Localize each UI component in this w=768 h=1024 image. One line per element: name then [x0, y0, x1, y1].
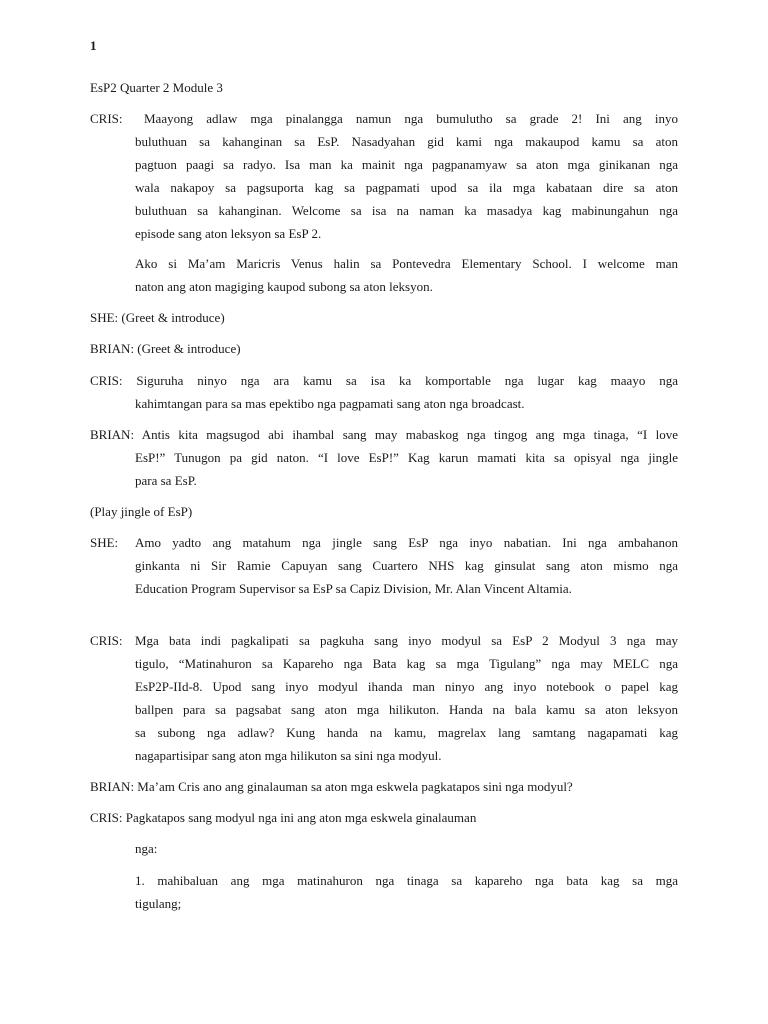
dialogue-line: tigulo, “Matinahuron sa Kapareho nga Bata kag sa mga Tigulang” nga may MELC nga: [135, 656, 678, 671]
dialogue-line: BRIAN: (Greet & introduce): [90, 341, 241, 356]
speaker-label: CRIS:: [90, 111, 123, 126]
page-number: 1: [90, 38, 97, 53]
stage-direction: (Play jingle of EsP): [90, 504, 193, 519]
dialogue-line: kahimtangan para sa mas epektibo nga pagpamati sang aton nga broadcast.: [135, 396, 525, 411]
dialogue-line: BRIAN: Ma’am Cris ano ang ginalauman sa aton mga eskwela pagkatapos sini nga modyul?: [90, 779, 573, 794]
dialogue-line: Amo yadto ang matahum nga jingle sang EsP nga inyo nabatian. Ini nga ambahanon: [135, 535, 678, 550]
dialogue-line: Ako si Ma’am Maricris Venus halin sa Pontevedra Elementary School. I welcome man: [135, 256, 678, 271]
dialogue-line: Maayong adlaw mga pinalangga namun nga bumulutho sa grade 2! Ini ang inyo: [144, 111, 678, 126]
dialogue-line: nagapartisipar sang aton mga hilikuton sa sini nga modyul.: [135, 748, 442, 763]
dialogue-line: ballpen para sa pagsabat sang aton mga hilikuton. Handa na bala kamu sa aton leksyon: [135, 702, 678, 717]
speaker-label: CRIS:: [90, 633, 123, 648]
dialogue-line: sa subong nga adlaw? Kung handa na kamu, magrelax lang samtang nagapamati kag: [135, 725, 678, 740]
document-title: EsP2 Quarter 2 Module 3: [90, 80, 223, 95]
dialogue-line: EsP!” Tunugon pa gid naton. “I love EsP!” Kag karun mamati kita sa opisyal nga jingle: [135, 450, 678, 465]
dialogue-line: EsP2P-IId-8. Upod sang inyo modyul ihanda man ninyo ang inyo notebook o papel kag: [135, 679, 678, 694]
dialogue-line: buluthuan sa kahanginan. Welcome sa isa na naman ka masadya kag mabinungahun nga: [135, 203, 678, 218]
dialogue-line: CRIS: Pagkatapos sang modyul nga ini ang aton mga eskwela ginalauman: [90, 810, 477, 825]
dialogue-line: BRIAN: Antis kita magsugod abi ihambal sang may mabaskog nga tingog ang mga tinaga, “I love: [90, 427, 678, 442]
dialogue-line: wala nakapoy sa pagsuporta kag sa pagpamati upod sa ila mga kabataan dire sa aton: [135, 180, 678, 195]
dialogue-line: pagtuon paagi sa radyo. Isa man ka mainit nga pagpanamyaw sa aton mga ginikanan nga: [135, 157, 678, 172]
dialogue-line: ginkanta ni Sir Ramie Capuyan sang Cuartero NHS kag ginsulat sang aton mismo nga: [135, 558, 678, 573]
dialogue-line: CRIS: Siguruha ninyo nga ara kamu sa isa ka komportable nga lugar kag maayo nga: [90, 373, 678, 388]
list-item: tigulang;: [135, 896, 182, 911]
dialogue-line: naton ang aton magiging kaupod subong sa aton leksyon.: [135, 279, 433, 294]
list-item: 1. mahibaluan ang mga matinahuron nga tinaga sa kapareho nga bata kag sa mga: [135, 873, 678, 888]
dialogue-line: buluthuan sa kahanginan sa EsP. Nasadyahan gid kami nga makaupod kamu sa aton: [135, 134, 678, 149]
dialogue-line: Education Program Supervisor sa EsP sa Capiz Division, Mr. Alan Vincent Altamia.: [135, 581, 572, 596]
dialogue-line: SHE: (Greet & introduce): [90, 310, 225, 325]
dialogue-line: para sa EsP.: [135, 473, 197, 488]
dialogue-line: nga:: [135, 841, 158, 856]
speaker-label: SHE:: [90, 535, 119, 550]
dialogue-line: episode sang aton leksyon sa EsP 2.: [135, 226, 322, 241]
dialogue-line: Mga bata indi pagkalipati sa pagkuha sang inyo modyul sa EsP 2 Modyul 3 nga may: [135, 633, 678, 648]
